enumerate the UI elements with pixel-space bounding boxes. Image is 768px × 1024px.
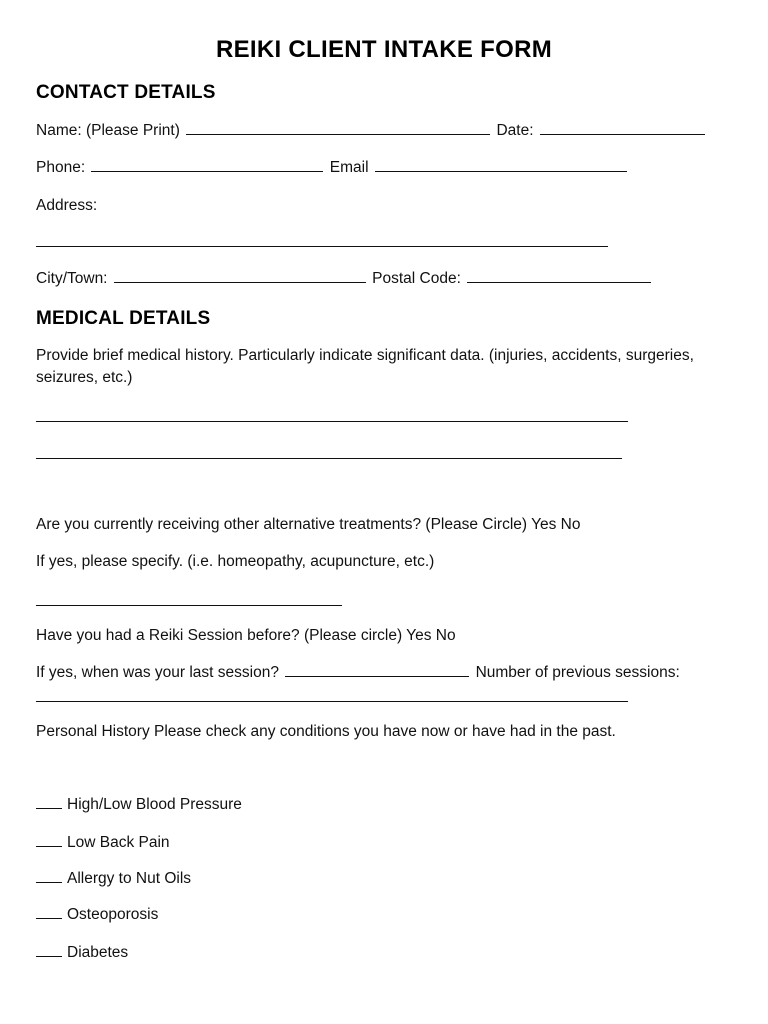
- condition-item: [36, 904, 158, 926]
- name-label: Name: (Please Print): [36, 122, 180, 139]
- email-field[interactable]: [375, 157, 627, 172]
- condition-checkbox[interactable]: [36, 868, 62, 883]
- last-session-label: If yes, when was your last session?: [36, 664, 279, 681]
- medical-history-prompt: Provide brief medical history. Particularly indicate significant data. (injuries, accidents, surgeries, seizures, etc.): [36, 347, 694, 386]
- condition-checkbox[interactable]: [36, 942, 62, 957]
- medical-details-heading: MEDICAL DETAILS: [36, 308, 211, 329]
- city-label: City/Town:: [36, 270, 108, 287]
- condition-checkbox[interactable]: [36, 832, 62, 847]
- date-label: Date:: [496, 122, 534, 139]
- condition-checkbox[interactable]: [36, 794, 62, 809]
- email-label: Email: [329, 159, 369, 176]
- condition-label: Low Back Pain: [67, 834, 170, 851]
- condition-label: High/Low Blood Pressure: [67, 796, 242, 813]
- city-postal-row: [36, 268, 653, 290]
- personal-history-prompt: Personal History Please check any conditions you have now or have had in the past.: [36, 723, 616, 740]
- alt-treatments-question: Are you currently receiving other alternative treatments? (Please Circle) Yes No: [36, 516, 581, 533]
- medical-history-line-1[interactable]: [36, 421, 628, 422]
- postal-code-field[interactable]: [467, 268, 651, 283]
- city-field[interactable]: [114, 268, 366, 283]
- previous-sessions-label: Number of previous sessions:: [475, 664, 680, 681]
- contact-details-heading: CONTACT DETAILS: [36, 82, 216, 103]
- date-field[interactable]: [540, 120, 705, 135]
- last-session-field[interactable]: [285, 662, 469, 677]
- condition-label: Osteoporosis: [67, 906, 159, 923]
- name-field[interactable]: [186, 120, 490, 135]
- form-title: REIKI CLIENT INTAKE FORM: [215, 36, 553, 63]
- reiki-before-question: Have you had a Reiki Session before? (Please circle) Yes No: [36, 627, 456, 644]
- phone-email-row: [36, 157, 629, 179]
- address-field[interactable]: [36, 246, 608, 247]
- address-label: Address:: [36, 197, 98, 214]
- condition-item: [36, 832, 170, 854]
- condition-item: [36, 794, 242, 816]
- medical-history-line-2[interactable]: [36, 458, 622, 459]
- condition-checkbox[interactable]: [36, 904, 62, 919]
- last-session-row: [36, 662, 680, 684]
- condition-item: [36, 942, 128, 964]
- condition-label: Allergy to Nut Oils: [67, 870, 192, 887]
- phone-label: Phone:: [36, 159, 86, 176]
- postal-code-label: Postal Code:: [372, 270, 461, 287]
- condition-item: [36, 868, 191, 890]
- condition-label: Diabetes: [67, 944, 129, 961]
- alt-treatments-field[interactable]: [36, 605, 342, 606]
- name-date-row: [36, 120, 707, 142]
- alt-treatments-specify: If yes, please specify. (i.e. homeopathy, acupuncture, etc.): [36, 553, 435, 570]
- phone-field[interactable]: [91, 157, 323, 172]
- previous-sessions-field[interactable]: [36, 701, 628, 702]
